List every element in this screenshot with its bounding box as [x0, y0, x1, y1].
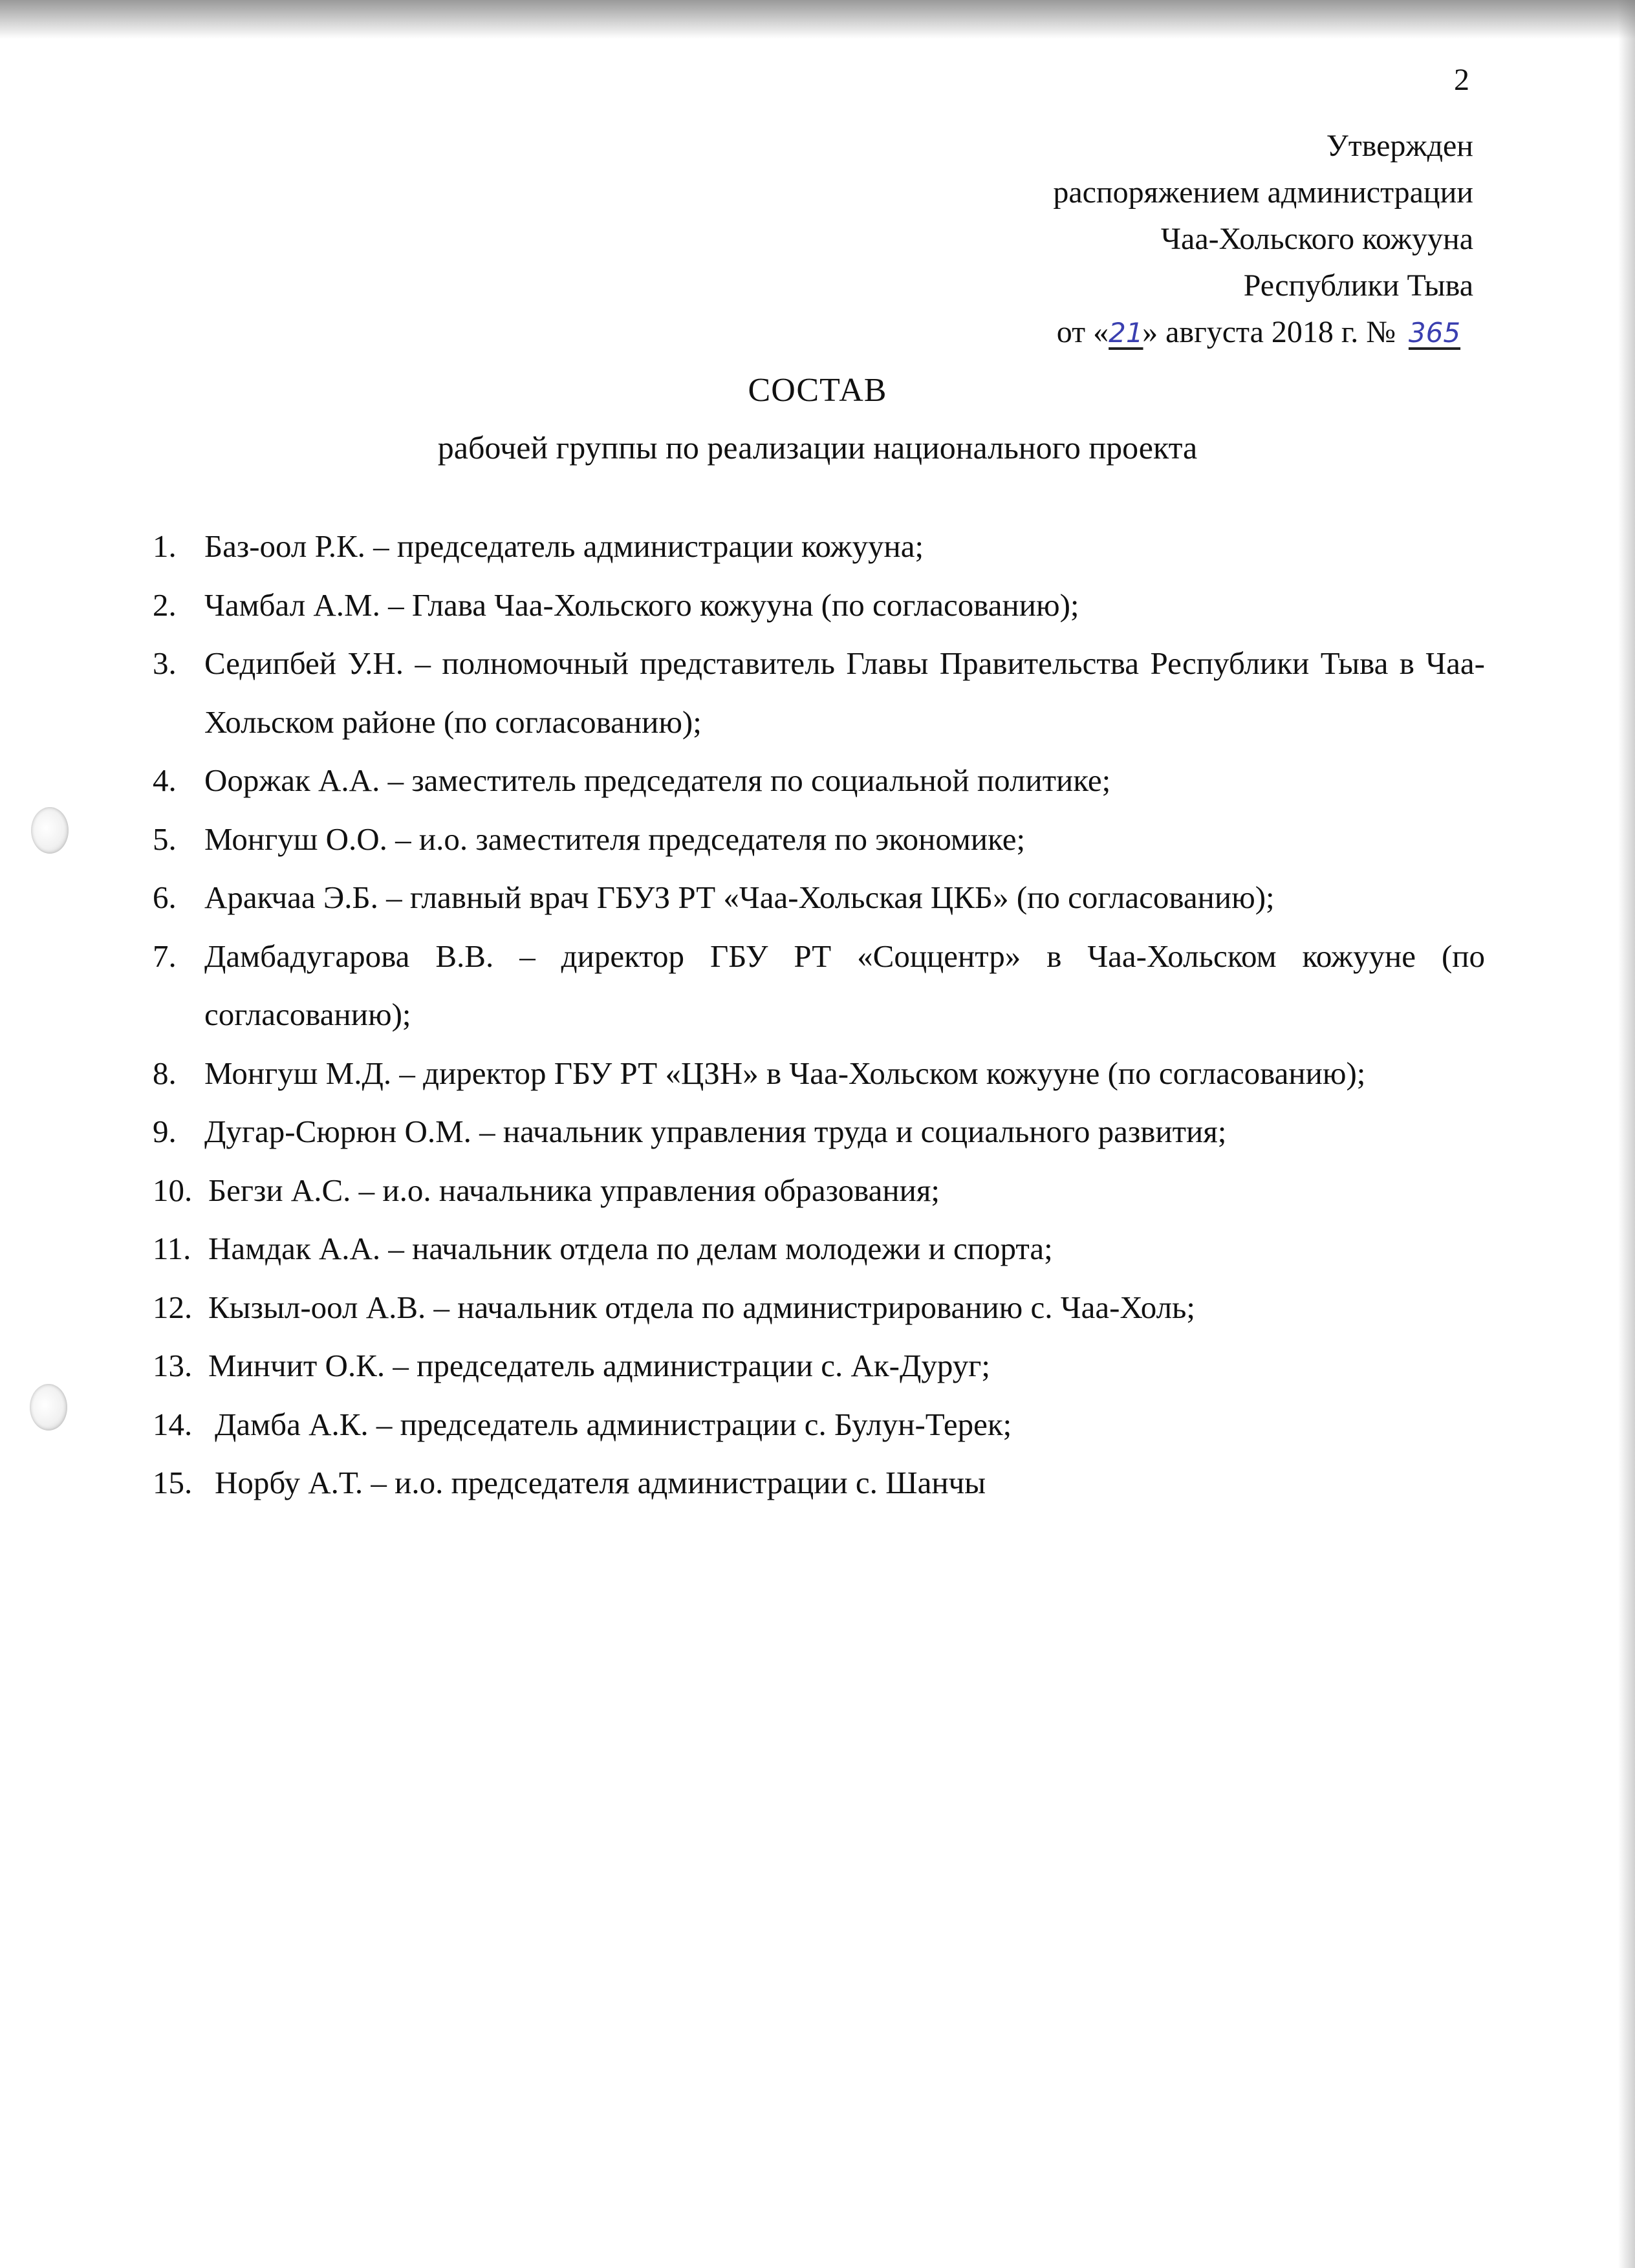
item-text: Кызыл-оол А.В. – начальник отдела по администрированию с. Чаа-Холь;	[208, 1289, 1195, 1325]
list-item	[153, 517, 1485, 576]
item-number: 2.	[153, 587, 177, 623]
approval-line: Чаа-Хольского кожууна	[1160, 222, 1473, 256]
document-subtitle: рабочей группы по реализации национального проекта	[437, 429, 1198, 466]
item-text: Норбу А.Т. – и.о. председателя администрации с. Шанчы	[215, 1465, 986, 1500]
approval-date-line	[827, 309, 1473, 356]
item-number: 10.	[153, 1172, 193, 1208]
item-number: 7.	[153, 938, 177, 974]
item-text: Аракчаа Э.Б. – главный врач ГБУЗ РТ «Чаа-Хольская ЦКБ» (по согласованию);	[204, 880, 1275, 915]
item-text: Дамбадугарова В.В. – директор ГБУ РТ «Соццентр» в Чаа-Хольском кожууне (по согласованию);	[204, 938, 1485, 1032]
list-item	[153, 927, 1485, 1044]
item-number: 14.	[153, 1406, 193, 1442]
list-item	[153, 810, 1485, 869]
item-text: Намдак А.А. – начальник отдела по делам молодежи и спорта;	[208, 1231, 1053, 1266]
list-item	[153, 1161, 1485, 1220]
item-number: 12.	[153, 1289, 193, 1325]
item-number: 6.	[153, 880, 177, 915]
punch-hole	[31, 807, 69, 854]
item-number: 4.	[153, 762, 177, 798]
item-text: Дамба А.К. – председатель администрации с. Булун-Терек;	[215, 1406, 1012, 1442]
list-item	[153, 1103, 1485, 1161]
item-text: Монгуш О.О. – и.о. заместителя председателя по экономике;	[204, 821, 1026, 857]
list-item	[153, 1279, 1485, 1337]
item-text: Ооржак А.А. – заместитель председателя по социальной политике;	[204, 762, 1111, 798]
document-title: СОСТАВ	[748, 372, 887, 409]
item-text: Минчит О.К. – председатель администрации с. Ак-Дуруг;	[208, 1348, 990, 1383]
punch-hole	[30, 1384, 67, 1431]
page-number: 2	[1454, 63, 1469, 97]
item-number: 3.	[153, 645, 177, 681]
handwritten-day: 21	[1109, 317, 1143, 349]
scan-shadow	[0, 0, 1635, 39]
approval-line: Утвержден	[1326, 129, 1473, 163]
list-item	[153, 634, 1485, 751]
members-list	[153, 517, 1485, 1513]
approval-block	[827, 123, 1473, 356]
item-text: Седипбей У.Н. – полномочный представитель Главы Правительства Республики Тыва в Чаа-Хольском районе (по согласованию);	[204, 645, 1485, 740]
scan-page-edge	[1618, 0, 1635, 2268]
date-prefix: от «	[1056, 315, 1109, 349]
item-text: Чамбал А.М. – Глава Чаа-Хольского кожууна (по согласованию);	[204, 587, 1079, 623]
handwritten-doc-number: 365	[1408, 317, 1461, 349]
item-number: 5.	[153, 821, 177, 857]
list-item	[153, 1396, 1485, 1454]
list-item	[153, 576, 1485, 635]
approval-line: Республики Тыва	[1243, 268, 1473, 303]
item-number: 15.	[153, 1465, 193, 1500]
date-middle: » августа 2018 г. №	[1142, 315, 1396, 349]
list-item	[153, 869, 1485, 927]
item-number: 1.	[153, 528, 177, 564]
item-text: Монгуш М.Д. – директор ГБУ РТ «ЦЗН» в Чаа-Хольском кожууне (по согласованию);	[204, 1055, 1366, 1091]
list-item	[153, 1454, 1485, 1513]
item-text: Баз-оол Р.К. – председатель администрации кожууна;	[204, 528, 924, 564]
item-number: 9.	[153, 1114, 177, 1149]
item-number: 11.	[153, 1231, 191, 1266]
item-number: 8.	[153, 1055, 177, 1091]
list-item	[153, 751, 1485, 810]
approval-line: распоряжением администрации	[1053, 175, 1473, 210]
item-number: 13.	[153, 1348, 193, 1383]
list-item	[153, 1044, 1485, 1103]
item-text: Дугар-Сюрюн О.М. – начальник управления труда и социального развития;	[204, 1114, 1227, 1149]
item-text: Бегзи А.С. – и.о. начальника управления образования;	[208, 1172, 940, 1208]
list-item	[153, 1337, 1485, 1396]
list-item	[153, 1220, 1485, 1279]
